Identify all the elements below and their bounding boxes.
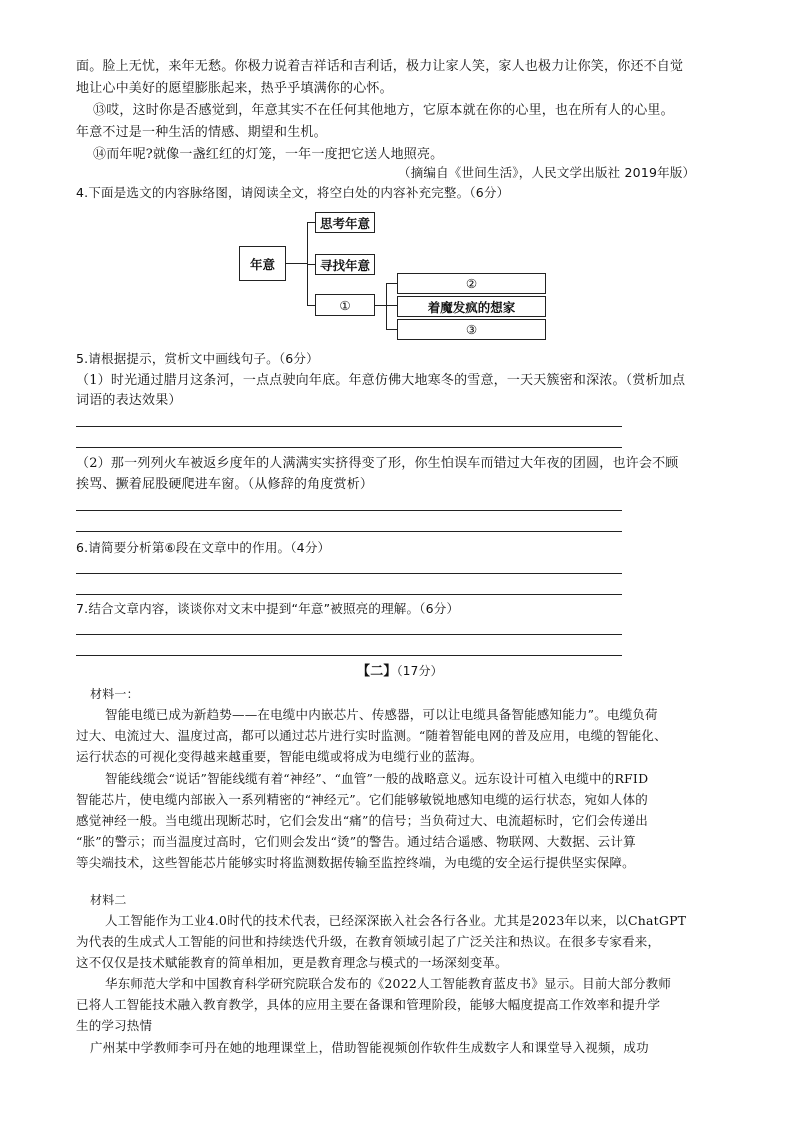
section-2-label: 【二】: [357, 664, 397, 679]
map-node-find: 寻找年意: [315, 254, 375, 275]
map-root-nianyi: 年意: [239, 246, 286, 281]
material-1-text: 智能电缆已成为新趋势——在电缆中内嵌芯片、传感器，可以让电缆具备智能感知能力”。电缆负荷: [105, 707, 658, 722]
material-1-text: 过大、电流过大、温度过高，都可以通过芯片进行实时监测。“随着智能电网的普及应用，电缆的智能化、: [76, 728, 667, 743]
map-connector: [386, 329, 397, 330]
map-connector: [307, 305, 315, 306]
material-1-text: 感觉神经一般。当电缆出现断芯时，它们会发出“痛”的信号；当负荷过大、电流超标时，它们会传递出: [76, 813, 648, 828]
map-connector: [386, 283, 397, 284]
question-5-item-1-cont: 词语的表达效果）: [76, 393, 182, 408]
material-2-text: 人工智能作为工业4.0时代的技术代表，已经深深嵌入社会各行各业。尤其是2023年以来，以ChatGPT: [105, 913, 687, 928]
map-blank-2[interactable]: ②: [397, 273, 546, 294]
map-connector: [307, 222, 315, 223]
section-2-heading: [357, 660, 443, 683]
material-1-text: 智能线缆会“说话”智能线缆有着“神经”、“血管”一般的战略意义。远东设计可植入电缆中的RFID: [105, 771, 649, 786]
map-connector: [286, 263, 308, 264]
section-2-score: （17分）: [396, 664, 443, 678]
material-1-text: “胀”的警示；而当温度过高时，它们则会发出“烫”的警告。通过结合遥感、物联网、大数据、云计算: [76, 834, 636, 849]
answer-line[interactable]: [76, 655, 622, 656]
passage-line: 年意不过是一种生活的情感、期望和生机。: [76, 125, 327, 140]
question-5-prompt: 5.请根据提示，赏析文中画线句子。（6分）: [76, 351, 319, 366]
map-blank-1[interactable]: ①: [315, 294, 375, 316]
material-2-text: 这不仅仅是技术赋能教育的简单相加，更是教育理念与模式的一场深刻变革。: [76, 955, 508, 970]
material-1-text: 智能芯片，使电缆内部嵌入一系列精密的“神经元”。它们能够敏锐地感知电缆的运行状态，宛如人体的: [76, 792, 648, 807]
map-blank-3[interactable]: ③: [397, 319, 546, 340]
answer-line[interactable]: [76, 426, 622, 427]
map-connector: [307, 264, 315, 265]
passage-line: 地让心中美好的愿望膨胀起来，热乎乎填满你的心怀。: [76, 81, 393, 96]
answer-line[interactable]: [76, 594, 622, 595]
material-2-title: 材料二: [90, 893, 127, 907]
answer-line[interactable]: [76, 573, 622, 574]
question-6-prompt: 6.请简要分析第⑥段在文章中的作用。（4分）: [76, 540, 331, 555]
map-node-homesick: 着魔发疯的想家: [397, 296, 546, 317]
material-1-text: 运行状态的可视化变得越来越重要，智能电缆或将成为电缆行业的蓝海。: [76, 749, 483, 764]
answer-line[interactable]: [76, 510, 622, 511]
question-5-item-2: （2）那一列列火车被返乡度年的人满满实实挤得变了形，你生怕误车而错过大年夜的团圆，也许会不顾: [76, 456, 679, 471]
passage-source: （摘编自《世间生活》，人民文学出版社 2019年版）: [398, 165, 696, 180]
answer-line[interactable]: [76, 447, 622, 448]
map-connector: [386, 305, 397, 306]
material-2-text: 华东师范大学和中国教育科学研究院联合发布的《2022人工智能教育蓝皮书》显示。目前大部分教师: [105, 976, 672, 991]
material-2-text: 为代表的生成式人工智能的问世和持续迭代升级，在教育领域引起了广泛关注和热议。在很多专家看来，: [76, 934, 661, 949]
question-4-prompt: 4.下面是选文的内容脉络图，请阅读全文，将空白处的内容补充完整。（6分）: [76, 185, 510, 200]
material-1-text: 等尖端技术，这些智能芯片能够实时将监测数据传输至监控终端，为电缆的安全运行提供坚实保障。: [76, 855, 635, 870]
passage-paragraph-13: ⑬哎，这时你是否感觉到，年意其实不在任何其他地方，它原本就在你的心里，也在所有人的心里。: [93, 103, 674, 118]
material-2-text: 已将人工智能技术融入教育教学，具体的应用主要在备课和管理阶段，能够大幅度提高工作效率和提升学: [76, 997, 661, 1012]
material-1-title: 材料一：: [90, 687, 139, 701]
question-7-prompt: 7.结合文章内容，谈谈你对文末中提到“年意”被照亮的理解。（6分）: [76, 601, 460, 616]
material-2-text: 广州某中学教师李可丹在她的地理课堂上，借助智能视频创作软件生成数字人和课堂导入视频，成功: [90, 1040, 649, 1055]
question-5-item-2-cont: 挨骂、撅着屁股硬爬进车窗。（从修辞的角度赏析）: [76, 477, 374, 492]
answer-line[interactable]: [76, 531, 622, 532]
answer-line[interactable]: [76, 634, 622, 635]
passage-line: 面。脸上无忧，来年无愁。你极力说着吉祥话和吉利话，极力让家人笑，家人也极力让你笑，你还不自觉: [76, 59, 684, 74]
map-node-think: 思考年意: [315, 212, 375, 233]
material-2-text: 生的学习热情: [76, 1018, 153, 1033]
passage-paragraph-14: ⑭而年呢?就像一盏红红的灯笼，一年一度把它送人地照亮。: [93, 147, 444, 162]
question-5-item-1: （1）时光通过腊月这条河，一点点驶向年底。年意仿佛大地寒冬的雪意，一天天簇密和深浓。（赏析加点: [76, 373, 686, 388]
